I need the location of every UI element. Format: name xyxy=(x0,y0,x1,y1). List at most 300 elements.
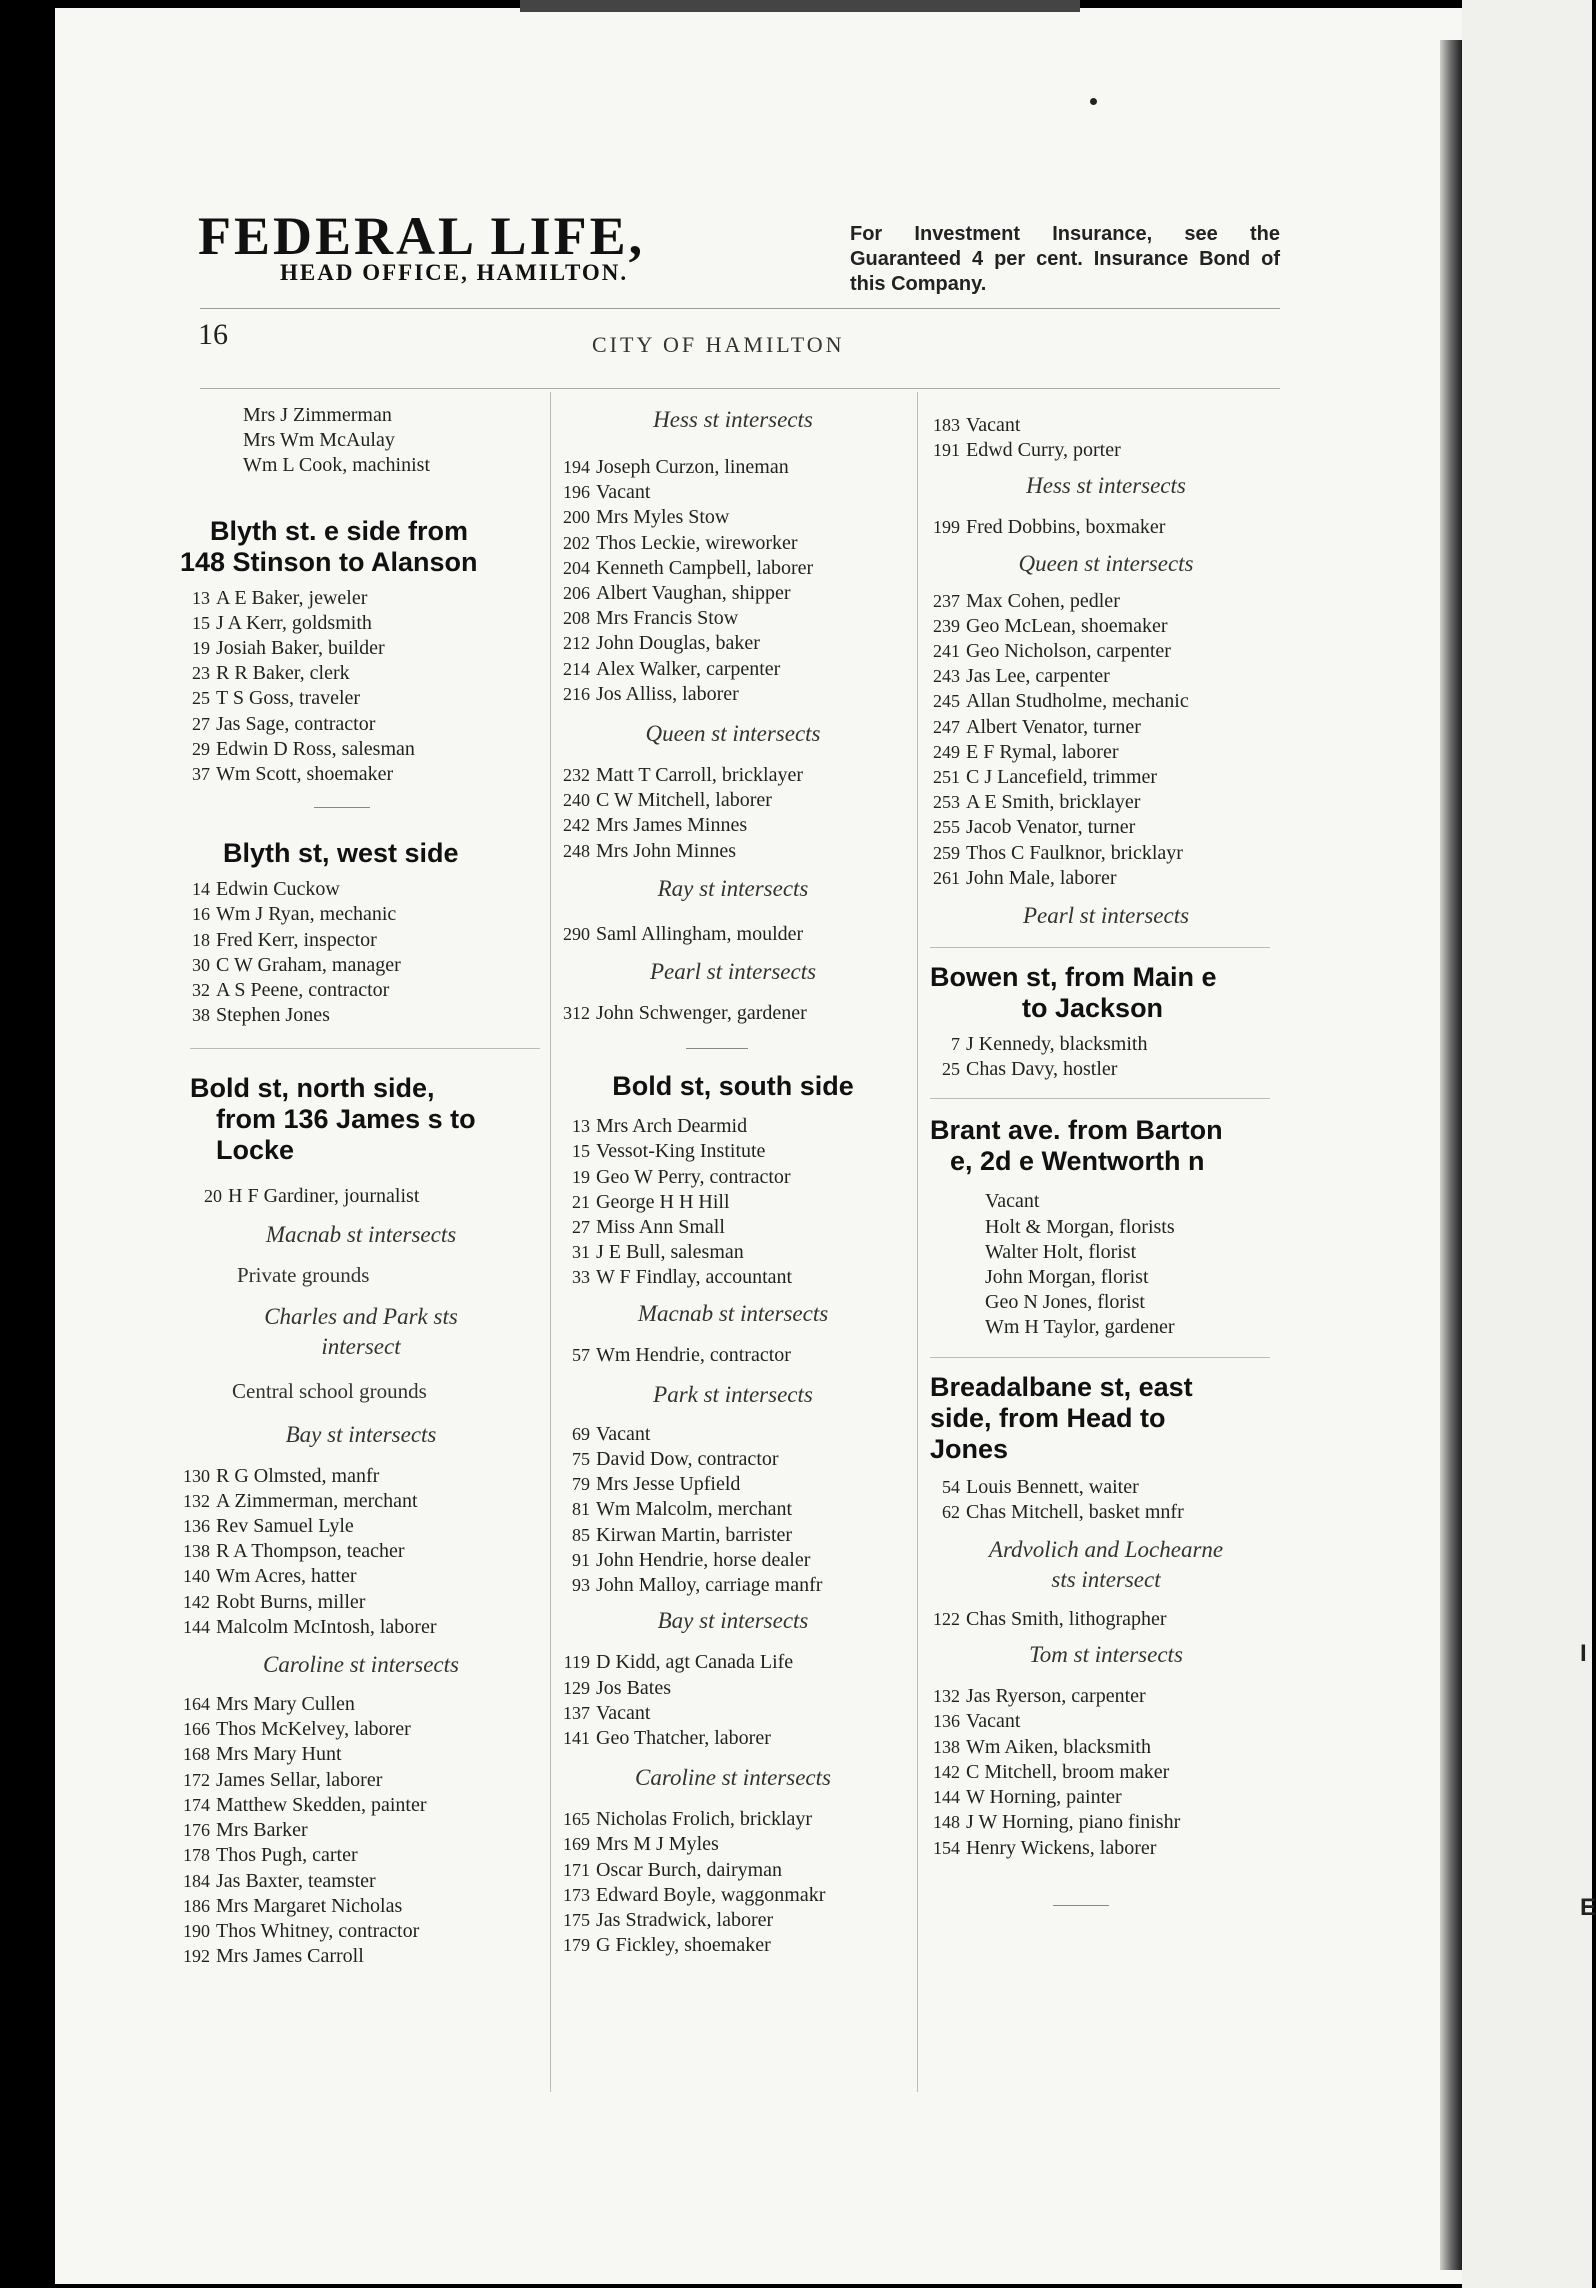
intersect-note: Caroline st intersects xyxy=(263,1652,459,1678)
entry-number: 240 xyxy=(563,790,590,811)
entry-number: 91 xyxy=(572,1549,590,1570)
entry-number: 186 xyxy=(183,1895,210,1916)
intersect-note: Queen st intersects xyxy=(645,721,821,747)
entry-number: 196 xyxy=(563,482,590,503)
list-item xyxy=(560,1858,906,1883)
list-item xyxy=(180,1793,542,1818)
list-item xyxy=(560,531,906,556)
list-item xyxy=(560,1422,906,1447)
entry-text: Geo Thatcher, laborer xyxy=(596,1726,771,1749)
list-item xyxy=(560,631,906,656)
list-item xyxy=(180,1768,542,1793)
entry-list xyxy=(930,413,1282,463)
list-item xyxy=(930,1709,1282,1734)
entry-number: 241 xyxy=(933,641,960,662)
entry-number: 142 xyxy=(183,1591,210,1612)
entry-text: Matthew Skedden, painter xyxy=(216,1793,427,1816)
list-item xyxy=(180,1615,542,1640)
street-heading: to Jackson xyxy=(1022,993,1164,1024)
list-item xyxy=(180,1539,542,1564)
list-item xyxy=(180,1944,542,1969)
list-item xyxy=(180,1184,542,1209)
intersect-note: Park st intersects xyxy=(653,1381,813,1407)
list-item xyxy=(930,1475,1282,1500)
column-1 xyxy=(180,403,542,1969)
entry-text: Mrs Mary Cullen xyxy=(216,1693,355,1716)
entry-number: 141 xyxy=(563,1727,590,1748)
entry-number: 251 xyxy=(933,767,960,788)
list-item xyxy=(180,1564,542,1589)
entry-number: 179 xyxy=(563,1935,590,1956)
entry-number: 168 xyxy=(183,1744,210,1765)
entry-text: Robt Burns, miller xyxy=(216,1590,366,1613)
header-rule xyxy=(200,388,1280,389)
entry-number: 249 xyxy=(933,741,960,762)
list-item xyxy=(560,1548,906,1573)
entry-number: 132 xyxy=(933,1686,960,1707)
entry-list xyxy=(560,763,906,864)
entry-text: Mrs Jesse Upfield xyxy=(596,1473,741,1496)
entry-text: Stephen Jones xyxy=(216,1004,330,1027)
entry-text: Vacant xyxy=(596,1701,651,1724)
entry-list xyxy=(560,1807,906,1958)
entry-list xyxy=(180,1464,542,1640)
entry-number: 216 xyxy=(563,683,590,704)
list-item xyxy=(930,689,1282,714)
entry-text: John Douglas, baker xyxy=(596,632,760,655)
entry-text: Vacant xyxy=(985,1190,1040,1213)
section-divider xyxy=(1053,1905,1109,1906)
list-item xyxy=(560,763,906,788)
strip-letter: I xyxy=(1580,1640,1587,1667)
list-item xyxy=(560,1497,906,1522)
entry-number: 37 xyxy=(192,764,210,785)
entry-number: 19 xyxy=(192,638,210,659)
intersect-note: intersect xyxy=(321,1333,401,1359)
entry-text: Mrs Margaret Nicholas xyxy=(216,1894,403,1917)
entry-number: 154 xyxy=(933,1837,960,1858)
page-edge-shadow xyxy=(1440,40,1462,2270)
list-item xyxy=(180,1590,542,1615)
entry-text: W Horning, painter xyxy=(966,1786,1122,1809)
column-rule xyxy=(917,392,918,2092)
entry-number: 85 xyxy=(572,1524,590,1545)
entry-number: 119 xyxy=(563,1652,590,1673)
intersect-note: Macnab st intersects xyxy=(637,1300,829,1326)
list-item xyxy=(560,1215,906,1240)
list-item xyxy=(560,1573,906,1598)
column-rule xyxy=(550,392,551,2092)
entry-text: Mrs Francis Stow xyxy=(596,607,739,630)
entry-text: Mrs James Minnes xyxy=(596,814,748,837)
street-heading: Bowen st, from Main e xyxy=(930,962,1217,993)
list-item xyxy=(180,586,542,611)
entry-text: Holt & Morgan, florists xyxy=(985,1215,1175,1238)
street-heading: side, from Head to xyxy=(930,1402,1166,1433)
entry-text: D Kidd, agt Canada Life xyxy=(596,1651,794,1674)
entry-text: C W Graham, manager xyxy=(216,953,401,976)
entry-text: R G Olmsted, manfr xyxy=(216,1464,380,1487)
entry-number: 174 xyxy=(183,1794,210,1815)
intersect-note: Queen st intersects xyxy=(1018,550,1194,576)
list-item xyxy=(560,788,906,813)
list-item xyxy=(560,1240,906,1265)
street-heading: Blyth st. e side from xyxy=(210,515,469,546)
entry-number: 190 xyxy=(183,1920,210,1941)
list-item xyxy=(560,1114,906,1139)
entry-number: 122 xyxy=(933,1609,960,1630)
list-item xyxy=(180,1843,542,1868)
list-item xyxy=(930,1735,1282,1760)
list-item xyxy=(180,1894,542,1919)
page-number: 16 xyxy=(198,318,228,351)
list-item xyxy=(930,614,1282,639)
entry-text: Joseph Curzon, lineman xyxy=(596,456,789,478)
list-item xyxy=(560,581,906,606)
entry-text: Wm Hendrie, contractor xyxy=(596,1343,791,1366)
entry-number: 212 xyxy=(563,633,590,654)
entry-text: Louis Bennett, waiter xyxy=(966,1475,1139,1498)
entry-number: 129 xyxy=(563,1677,590,1698)
entry-text: Fred Kerr, inspector xyxy=(216,928,377,951)
entry-number: 199 xyxy=(933,517,960,538)
entry-number: 172 xyxy=(183,1769,210,1790)
list-item xyxy=(560,556,906,581)
entry-text: Kenneth Campbell, laborer xyxy=(596,556,814,579)
entry-text: Matt T Carroll, bricklayer xyxy=(596,764,803,787)
entry-text: C W Mitchell, laborer xyxy=(596,789,772,812)
street-heading: Blyth st, west side xyxy=(223,838,459,869)
list-item xyxy=(930,740,1282,765)
entry-number: 132 xyxy=(183,1490,210,1511)
entry-text: Vacant xyxy=(596,1422,651,1445)
entry-text: Saml Allingham, moulder xyxy=(596,922,804,945)
entry-number: 259 xyxy=(933,842,960,863)
list-item xyxy=(180,1003,542,1028)
entry-number: 169 xyxy=(563,1834,590,1855)
street-heading: Locke xyxy=(216,1135,295,1166)
entry-text: Fred Dobbins, boxmaker xyxy=(966,516,1166,539)
list-item xyxy=(930,515,1282,540)
list-item xyxy=(930,1607,1282,1632)
list-item xyxy=(930,438,1282,463)
entry-text: Jas Stradwick, laborer xyxy=(596,1908,774,1931)
list-item xyxy=(560,657,906,682)
list-item xyxy=(560,480,906,505)
list-item xyxy=(180,712,542,737)
entry-text: Wm J Ryan, mechanic xyxy=(216,903,397,926)
entry-number: 79 xyxy=(572,1474,590,1495)
entry-number: 25 xyxy=(942,1059,960,1080)
entry-text: G Fickley, shoemaker xyxy=(596,1934,771,1957)
list-item xyxy=(560,922,906,947)
intersect-note: Ray st intersects xyxy=(657,875,809,901)
list-item xyxy=(560,1265,906,1290)
entry-list xyxy=(180,1692,542,1969)
entry-number: 247 xyxy=(933,716,960,737)
entry-text: Geo N Jones, florist xyxy=(985,1291,1145,1314)
list-item xyxy=(180,877,542,902)
entry-text: Mrs Mary Hunt xyxy=(216,1743,342,1766)
entry-text: E F Rymal, laborer xyxy=(966,740,1119,763)
entry-list xyxy=(560,1422,906,1598)
note-text: Private grounds xyxy=(237,1262,370,1287)
entry-text: A Zimmerman, merchant xyxy=(216,1489,418,1512)
ad-subtitle: HEAD OFFICE, HAMILTON. xyxy=(280,260,629,285)
street-heading: Breadalbane st, east xyxy=(930,1371,1193,1402)
entry-text: Malcolm McIntosh, laborer xyxy=(216,1615,437,1638)
street-heading: from 136 James s to xyxy=(216,1104,476,1135)
street-heading: 148 Stinson to Alanson xyxy=(180,546,478,577)
entry-number: 16 xyxy=(192,904,210,925)
entry-number: 312 xyxy=(563,1003,590,1024)
list-item xyxy=(930,1810,1282,1835)
entry-number: 176 xyxy=(183,1820,210,1841)
entry-number: 253 xyxy=(933,792,960,813)
entry-number: 13 xyxy=(192,587,210,608)
entry-text: Vessot-King Institute xyxy=(596,1140,766,1163)
entry-text: Geo McLean, shoemaker xyxy=(966,614,1168,637)
list-item xyxy=(560,1343,906,1368)
entry-text: Edwin D Ross, salesman xyxy=(216,737,415,760)
intersect-note: Pearl st intersects xyxy=(649,959,817,985)
entry-text: Geo Nicholson, carpenter xyxy=(966,640,1171,663)
column-2 xyxy=(560,405,906,1958)
list-item xyxy=(560,1676,906,1701)
entry-text: Jas Lee, carpenter xyxy=(966,665,1110,688)
intersect-note: Caroline st intersects xyxy=(635,1765,831,1791)
list-item xyxy=(930,1032,1282,1057)
entry-text: Edwd Curry, porter xyxy=(966,439,1121,462)
entry-list xyxy=(560,1114,906,1290)
entry-number: 175 xyxy=(563,1909,590,1930)
list-item xyxy=(180,1717,542,1742)
entry-text: Jacob Venator, turner xyxy=(966,816,1136,839)
entry-list xyxy=(180,877,542,1028)
entry-number: 204 xyxy=(563,557,590,578)
list-item xyxy=(560,1650,906,1675)
entry-text: Walter Holt, florist xyxy=(985,1240,1137,1263)
list-item xyxy=(180,636,542,661)
entry-text: Wm Scott, shoemaker xyxy=(216,763,394,786)
street-heading: e, 2d e Wentworth n xyxy=(950,1146,1205,1177)
entry-text: James Sellar, laborer xyxy=(216,1768,383,1791)
entry-text: David Dow, contractor xyxy=(596,1448,779,1471)
entry-number: 171 xyxy=(563,1859,590,1880)
entry-number: 194 xyxy=(563,457,590,477)
entry-number: 32 xyxy=(192,980,210,1001)
ink-spot xyxy=(1090,98,1097,105)
entry-number: 165 xyxy=(563,1809,590,1830)
header-rule xyxy=(200,308,1280,309)
entry-text: J Kennedy, blacksmith xyxy=(966,1033,1148,1056)
entry-number: 23 xyxy=(192,663,210,684)
list-item xyxy=(560,1165,906,1190)
entry-number: 138 xyxy=(183,1541,210,1562)
intersect-note: Tom st intersects xyxy=(1029,1642,1183,1668)
entry-text: Edwin Cuckow xyxy=(216,878,340,901)
entry-number: 214 xyxy=(563,658,590,679)
list-item xyxy=(560,1447,906,1472)
list-item xyxy=(930,815,1282,840)
list-item xyxy=(930,413,1282,438)
entry-text: Alex Walker, carpenter xyxy=(596,657,781,680)
list-item xyxy=(930,1684,1282,1709)
entry-text: Mrs Myles Stow xyxy=(596,506,730,529)
entry-number: 191 xyxy=(933,440,960,461)
entry-text: John Malloy, carriage manfr xyxy=(596,1574,823,1597)
entry-text: John Hendrie, horse dealer xyxy=(596,1548,811,1571)
entry-text: Thos McKelvey, laborer xyxy=(216,1718,411,1741)
entry-number: 21 xyxy=(572,1191,590,1212)
entry-number: 136 xyxy=(183,1516,210,1537)
entry-number: 69 xyxy=(572,1423,590,1444)
entry-text: Mrs Wm McAulay xyxy=(243,429,395,452)
list-item xyxy=(560,1701,906,1726)
intersect-note: Hess st intersects xyxy=(653,407,813,432)
list-item xyxy=(930,1500,1282,1525)
entry-number: 14 xyxy=(192,879,210,900)
list-item xyxy=(560,606,906,631)
entry-number: 18 xyxy=(192,929,210,950)
entry-list xyxy=(930,1032,1282,1082)
entry-number: 208 xyxy=(563,608,590,629)
entry-text: A S Peene, contractor xyxy=(216,979,390,1002)
street-heading: Brant ave. from Barton xyxy=(930,1115,1223,1146)
list-item xyxy=(930,1836,1282,1861)
entry-text: Mrs Barker xyxy=(216,1819,308,1842)
entry-number: 93 xyxy=(572,1575,590,1596)
entry-number: 137 xyxy=(563,1702,590,1723)
intersect-note: Hess st intersects xyxy=(1026,473,1186,499)
list-item xyxy=(180,1489,542,1514)
entry-number: 75 xyxy=(572,1449,590,1470)
list-item xyxy=(180,928,542,953)
list-item xyxy=(930,1057,1282,1082)
entry-text: Rev Samuel Lyle xyxy=(216,1515,354,1538)
list-item xyxy=(180,1514,542,1539)
list-item xyxy=(560,682,906,707)
list-item xyxy=(180,1464,542,1489)
entry-text: A E Baker, jeweler xyxy=(216,586,368,609)
entry-text: Chas Mitchell, basket mnfr xyxy=(966,1500,1184,1523)
list-item xyxy=(560,505,906,530)
entry-text: Mrs M J Myles xyxy=(596,1833,719,1856)
entry-number: 7 xyxy=(951,1034,960,1055)
list-item xyxy=(930,589,1282,614)
entry-number: 173 xyxy=(563,1884,590,1905)
entry-text: Jas Ryerson, carpenter xyxy=(966,1685,1146,1708)
entry-number: 81 xyxy=(572,1499,590,1520)
entry-number: 27 xyxy=(572,1217,590,1238)
entry-number: 242 xyxy=(563,815,590,836)
entry-text: John Morgan, florist xyxy=(985,1266,1149,1289)
list-item xyxy=(180,737,542,762)
list-item xyxy=(930,790,1282,815)
list-item xyxy=(560,1807,906,1832)
entry-text: Wm Aiken, blacksmith xyxy=(966,1735,1151,1758)
list-item xyxy=(180,1692,542,1717)
entry-number: 144 xyxy=(933,1787,960,1808)
entry-text: Geo W Perry, contractor xyxy=(596,1165,791,1188)
entry-number: 27 xyxy=(192,713,210,734)
list-item xyxy=(930,639,1282,664)
entry-number: 164 xyxy=(183,1694,210,1715)
entry-number: 183 xyxy=(933,415,960,435)
entry-list xyxy=(930,1189,1282,1340)
entry-text: Nicholas Frolich, bricklayr xyxy=(596,1808,813,1831)
entry-list xyxy=(930,1684,1282,1860)
entry-number: 192 xyxy=(183,1946,210,1967)
list-item xyxy=(180,661,542,686)
entry-number: 202 xyxy=(563,532,590,553)
entry-number: 184 xyxy=(183,1870,210,1891)
entry-number: 142 xyxy=(933,1761,960,1782)
entry-text: Wm H Taylor, gardener xyxy=(985,1316,1175,1339)
entry-text: Albert Vaughan, shipper xyxy=(596,582,791,605)
entry-text: Thos Pugh, carter xyxy=(216,1844,358,1867)
entry-number: 20 xyxy=(204,1186,222,1207)
intersect-note: Macnab st intersects xyxy=(265,1221,457,1247)
entry-text: Oscar Burch, dairyman xyxy=(596,1858,783,1881)
list-item xyxy=(180,1742,542,1767)
entry-text: Allan Studholme, mechanic xyxy=(966,690,1189,713)
entry-text: W F Findlay, accountant xyxy=(596,1266,793,1289)
entry-text: T S Goss, traveler xyxy=(216,687,361,710)
entry-text: Jos Bates xyxy=(596,1676,671,1699)
intersect-note: sts intersect xyxy=(1051,1567,1161,1593)
intersect-note: Bay st intersects xyxy=(285,1421,437,1447)
entry-number: 57 xyxy=(572,1344,590,1365)
list-item xyxy=(930,1785,1282,1810)
entry-text: Vacant xyxy=(966,1710,1021,1733)
entry-text: Jos Alliss, laborer xyxy=(596,682,739,705)
list-item xyxy=(180,953,542,978)
entry-number: 130 xyxy=(183,1465,210,1486)
entry-number: 54 xyxy=(942,1476,960,1497)
entry-list xyxy=(180,586,542,788)
entry-number: 31 xyxy=(572,1242,590,1263)
entry-number: 144 xyxy=(183,1616,210,1637)
entry-text: R A Thompson, teacher xyxy=(216,1540,405,1563)
entry-text: J W Horning, piano finishr xyxy=(966,1811,1181,1834)
ad-text: For Investment Insurance, see the Guaranteed 4 per cent. Insurance Bond of this Company. xyxy=(850,223,1280,295)
column-3 xyxy=(930,413,1282,1906)
list-item xyxy=(560,1190,906,1215)
ad-title: FEDERAL LIFE, xyxy=(198,206,646,266)
entry-text: Henry Wickens, laborer xyxy=(966,1836,1157,1859)
list-item xyxy=(930,1760,1282,1785)
entry-text: H F Gardiner, journalist xyxy=(228,1185,420,1208)
list-item xyxy=(560,1933,906,1958)
list-item xyxy=(560,813,906,838)
list-item xyxy=(180,1869,542,1894)
entry-text: Thos Whitney, contractor xyxy=(216,1919,420,1942)
entry-list xyxy=(930,1475,1282,1525)
entry-number: 140 xyxy=(183,1566,210,1587)
entry-number: 148 xyxy=(933,1812,960,1833)
entry-text: Jas Baxter, teamster xyxy=(216,1869,376,1892)
entry-text: Edward Boyle, waggonmakr xyxy=(596,1883,826,1906)
intersect-note: Pearl st intersects xyxy=(1022,903,1190,929)
entry-text: R R Baker, clerk xyxy=(216,662,350,685)
entry-text: Wm Acres, hatter xyxy=(216,1565,357,1588)
list-item xyxy=(930,866,1282,891)
intersect-note: Charles and Park sts xyxy=(264,1303,458,1329)
entry-number: 33 xyxy=(572,1267,590,1288)
entry-number: 245 xyxy=(933,691,960,712)
list-item xyxy=(180,762,542,787)
